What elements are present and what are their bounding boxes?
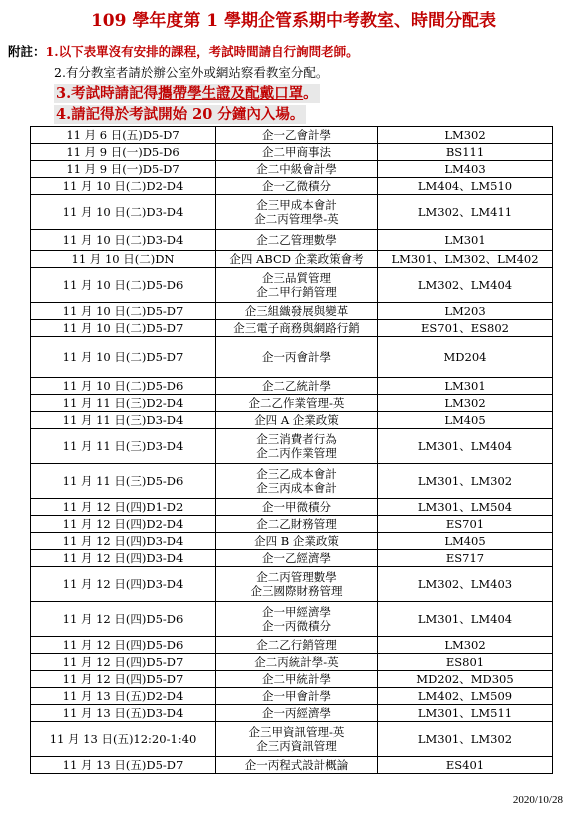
course-cell	[216, 464, 378, 499]
exam-time-cell: 11 月 10 日(二)D3-D4	[31, 195, 216, 230]
course-name: 企二丙統計學-英	[254, 655, 339, 669]
course-cell	[216, 127, 378, 144]
table-row	[31, 195, 553, 230]
exam-time-cell: 11 月 10 日(二)DN	[31, 251, 216, 268]
room-cell: LM301、LM302	[378, 464, 553, 499]
room-cell: LM302、LM411	[378, 195, 553, 230]
course-name: 企二乙作業管理-英	[248, 396, 345, 410]
exam-time-cell: 11 月 10 日(二)D5-D7	[31, 337, 216, 378]
table-row	[31, 757, 553, 774]
course-cell	[216, 303, 378, 320]
course-cell	[216, 429, 378, 464]
exam-time-cell: 11 月 10 日(二)D5-D7	[31, 320, 216, 337]
note-3-text-emphasis: 攜帶學生證及配戴口罩	[158, 85, 304, 102]
page-title: 109 學年度第 1 學期企管系期中考教室、時間分配表	[90, 11, 497, 31]
table-row	[31, 161, 553, 178]
exam-time-cell: 11 月 11 日(三)D2-D4	[31, 395, 216, 412]
room-cell: LM301、LM404	[378, 602, 553, 637]
note-1-text: 1.以下表單沒有安排的課程，考試時間請自行詢問老師。	[45, 44, 359, 59]
note-3	[54, 84, 320, 103]
room-cell: LM405	[378, 412, 553, 429]
course-cell	[216, 161, 378, 178]
course-name: 企二甲統計學	[262, 672, 331, 686]
table-row	[31, 251, 553, 268]
course-name: 企三電子商務與網路行銷	[233, 321, 360, 335]
course-name: 企二乙財務管理	[256, 517, 337, 531]
course-name: 企二中級會計學	[256, 162, 337, 176]
course-name: 企二丙作業管理	[256, 446, 337, 460]
exam-time-cell: 11 月 12 日(四)D2-D4	[31, 516, 216, 533]
course-cell	[216, 516, 378, 533]
course-name: 企二甲行銷管理	[256, 285, 337, 299]
exam-time-cell: 11 月 13 日(五)12:20-1:40	[31, 722, 216, 757]
room-cell: LM405	[378, 533, 553, 550]
course-cell	[216, 230, 378, 251]
table-row	[31, 303, 553, 320]
exam-time-cell: 11 月 11 日(三)D3-D4	[31, 412, 216, 429]
room-cell: ES401	[378, 757, 553, 774]
room-cell: LM301、LM404	[378, 429, 553, 464]
course-cell	[216, 412, 378, 429]
table-row	[31, 230, 553, 251]
course-cell	[216, 395, 378, 412]
exam-time-cell: 11 月 11 日(三)D5-D6	[31, 464, 216, 499]
note-3-text-a: 3.考試時請記得	[56, 85, 159, 102]
course-name: 企三組織發展與變革	[244, 304, 349, 318]
course-cell	[216, 144, 378, 161]
table-row	[31, 705, 553, 722]
table-row	[31, 127, 553, 144]
course-cell	[216, 178, 378, 195]
room-cell: LM302	[378, 127, 553, 144]
table-row	[31, 320, 553, 337]
table-row	[31, 637, 553, 654]
room-cell: MD204	[378, 337, 553, 378]
course-cell	[216, 602, 378, 637]
exam-time-cell: 11 月 12 日(四)D3-D4	[31, 550, 216, 567]
course-name: 企二丙管理學-英	[254, 212, 339, 226]
course-name: 企一丙會計學	[262, 350, 331, 364]
table-row	[31, 464, 553, 499]
table-row	[31, 178, 553, 195]
course-cell	[216, 637, 378, 654]
exam-time-cell: 11 月 12 日(四)D5-D6	[31, 602, 216, 637]
table-row	[31, 533, 553, 550]
note-2: 2.有分教室者請於辦公室外或網站察看教室分配。	[54, 65, 329, 80]
note-prefix: 附註：	[8, 44, 46, 59]
table-row	[31, 268, 553, 303]
course-name: 企一甲經濟學	[262, 605, 331, 619]
course-name: 企二乙行銷管理	[256, 638, 337, 652]
exam-time-cell: 11 月 10 日(二)D3-D4	[31, 230, 216, 251]
table-row	[31, 337, 553, 378]
course-name: 企三丙成本會計	[256, 481, 337, 495]
course-name: 企一丙程式設計概論	[244, 758, 349, 772]
table-row	[31, 429, 553, 464]
room-cell: LM404、LM510	[378, 178, 553, 195]
room-cell: LM203	[378, 303, 553, 320]
course-name: 企三甲資訊管理-英	[248, 725, 345, 739]
table-row	[31, 550, 553, 567]
room-cell: ES701、ES802	[378, 320, 553, 337]
course-cell	[216, 499, 378, 516]
table-row	[31, 516, 553, 533]
course-name: 企四 A 企業政策	[254, 413, 339, 427]
room-cell: LM302	[378, 637, 553, 654]
table-row	[31, 412, 553, 429]
note-1	[8, 43, 359, 60]
exam-time-cell: 11 月 13 日(五)D2-D4	[31, 688, 216, 705]
course-name: 企三丙資訊管理	[256, 739, 337, 753]
table-row	[31, 602, 553, 637]
table-row	[31, 378, 553, 395]
course-cell	[216, 654, 378, 671]
course-cell	[216, 671, 378, 688]
room-cell: MD202、MD305	[378, 671, 553, 688]
room-cell: LM301	[378, 230, 553, 251]
table-row	[31, 688, 553, 705]
exam-time-cell: 11 月 13 日(五)D3-D4	[31, 705, 216, 722]
course-name: 企三乙成本會計	[256, 467, 337, 481]
course-name: 企一丙經濟學	[262, 706, 331, 720]
room-cell: LM301、LM511	[378, 705, 553, 722]
room-cell: LM301	[378, 378, 553, 395]
exam-schedule-table	[30, 126, 553, 774]
table-row	[31, 671, 553, 688]
course-cell	[216, 378, 378, 395]
exam-time-cell: 11 月 6 日(五)D5-D7	[31, 127, 216, 144]
course-name: 企一乙經濟學	[262, 551, 331, 565]
course-name: 企四 ABCD 企業政策會考	[229, 252, 364, 266]
course-cell	[216, 337, 378, 378]
course-name: 企二甲商事法	[262, 145, 331, 159]
room-cell: ES801	[378, 654, 553, 671]
room-cell: ES717	[378, 550, 553, 567]
room-cell: LM302、LM403	[378, 567, 553, 602]
course-cell	[216, 688, 378, 705]
course-name: 企三國際財務管理	[250, 584, 343, 598]
table-row	[31, 722, 553, 757]
course-name: 企一乙會計學	[262, 128, 331, 142]
exam-time-cell: 11 月 13 日(五)D5-D7	[31, 757, 216, 774]
course-cell	[216, 757, 378, 774]
exam-time-cell: 11 月 9 日(一)D5-D7	[31, 161, 216, 178]
exam-time-cell: 11 月 10 日(二)D5-D6	[31, 378, 216, 395]
course-cell	[216, 251, 378, 268]
footer-date: 2020/10/28	[512, 794, 563, 806]
table-row	[31, 654, 553, 671]
course-name: 企一甲微積分	[262, 500, 331, 514]
course-cell	[216, 268, 378, 303]
exam-time-cell: 11 月 11 日(三)D3-D4	[31, 429, 216, 464]
room-cell: LM301、LM504	[378, 499, 553, 516]
exam-time-cell: 11 月 10 日(二)D2-D4	[31, 178, 216, 195]
course-name: 企三消費者行為	[256, 432, 337, 446]
table-row	[31, 499, 553, 516]
course-cell	[216, 705, 378, 722]
room-cell: LM302、LM404	[378, 268, 553, 303]
exam-time-cell: 11 月 10 日(二)D5-D6	[31, 268, 216, 303]
course-name: 企一丙微積分	[262, 619, 331, 633]
course-cell	[216, 550, 378, 567]
room-cell: ES701	[378, 516, 553, 533]
course-cell	[216, 195, 378, 230]
course-name: 企三甲成本會計	[256, 198, 337, 212]
note-3-text-c: 。	[303, 85, 318, 102]
exam-time-cell: 11 月 12 日(四)D5-D7	[31, 671, 216, 688]
exam-time-cell: 11 月 12 日(四)D5-D6	[31, 637, 216, 654]
table-row	[31, 144, 553, 161]
note-4: 4.請記得於考試開始 20 分鐘內入場。	[56, 106, 305, 123]
exam-time-cell: 11 月 12 日(四)D1-D2	[31, 499, 216, 516]
room-cell: LM301、LM302	[378, 722, 553, 757]
exam-time-cell: 11 月 12 日(四)D5-D7	[31, 654, 216, 671]
table-row	[31, 395, 553, 412]
exam-time-cell: 11 月 12 日(四)D3-D4	[31, 567, 216, 602]
course-cell	[216, 533, 378, 550]
room-cell: LM402、LM509	[378, 688, 553, 705]
table-row	[31, 567, 553, 602]
course-name: 企四 B 企業政策	[254, 534, 339, 548]
room-cell: BS111	[378, 144, 553, 161]
course-cell	[216, 722, 378, 757]
course-name: 企一乙微積分	[262, 179, 331, 193]
exam-time-cell: 11 月 10 日(二)D5-D7	[31, 303, 216, 320]
course-name: 企二乙統計學	[262, 379, 331, 393]
course-cell	[216, 320, 378, 337]
course-name: 企一甲會計學	[262, 689, 331, 703]
course-name: 企二乙管理數學	[256, 233, 337, 247]
course-cell	[216, 567, 378, 602]
course-name: 企三品質管理	[262, 271, 331, 285]
room-cell: LM302	[378, 395, 553, 412]
exam-time-cell: 11 月 12 日(四)D3-D4	[31, 533, 216, 550]
room-cell: LM403	[378, 161, 553, 178]
room-cell: LM301、LM302、LM402	[378, 251, 553, 268]
exam-time-cell: 11 月 9 日(一)D5-D6	[31, 144, 216, 161]
course-name: 企二丙管理數學	[256, 570, 337, 584]
